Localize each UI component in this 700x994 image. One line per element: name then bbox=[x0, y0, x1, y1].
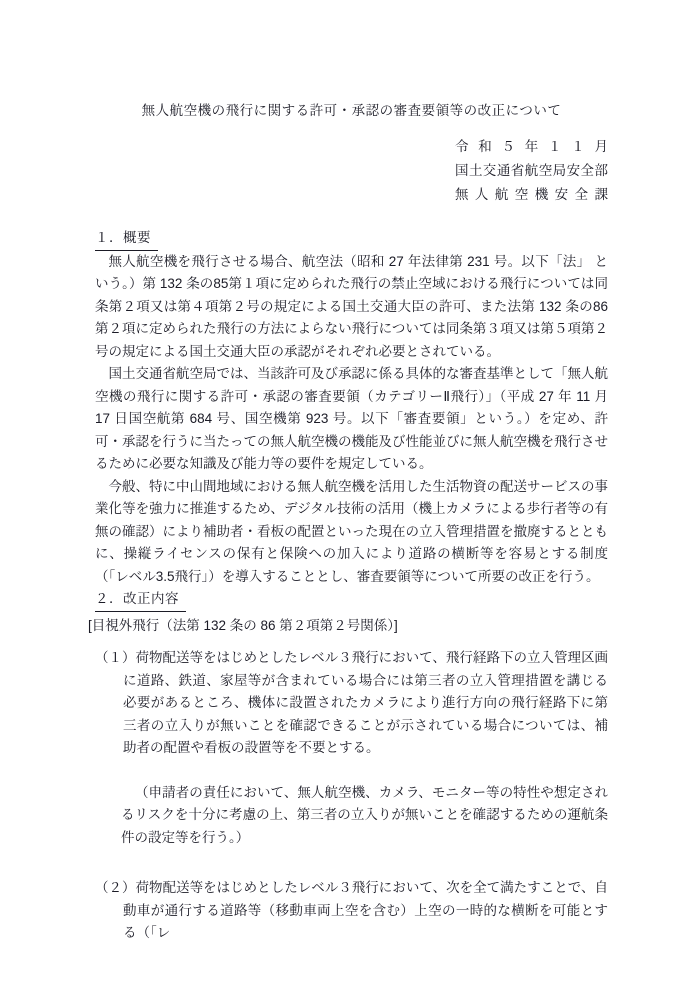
section2-heading-text: ２．改正内容 bbox=[95, 588, 186, 612]
section1-paragraph-3: 今般、特に中山間地域における無人航空機を活用した生活物資の配送サービスの事業化等を強力に推進するため、デジタル技術の活用（機上カメラによる歩行者等の有無の確認）により補助者・看板の配置といった現在の立入管理措置を撤廃するとともに、操縦ライセンスの保有と保険への加入により道路の横断等を容易とする制度（「レベル3.5飛行」）を導入することとし、審査要領等について所要の改正を行う。 bbox=[95, 478, 608, 584]
header-right-block bbox=[455, 135, 608, 207]
date-line: 令和５年１１月 bbox=[455, 139, 608, 154]
org-division: 無人航空機安全課 bbox=[455, 187, 608, 202]
section1-heading bbox=[95, 227, 608, 251]
list-item-1-note: （申請者の責任において、無人航空機、カメラ、モニター等の特性や想定されるリスクを十分に考慮の上、第三者の立入りが無いことを確認するための運航条件の設定等を行う。） bbox=[121, 784, 608, 845]
list-item-1-marker: （１） bbox=[95, 650, 136, 665]
document-content bbox=[88, 0, 609, 945]
org-department: 国土交通省航空局安全部 bbox=[455, 163, 608, 178]
list-item-2-marker: （２） bbox=[95, 880, 136, 895]
section1-paragraph-1: 無人航空機を飛行させる場合、航空法（昭和 27 年法律第 231 号。以下「法」 という。）第 132 条の85第１項に定められた飛行の禁止空域における飛行については同条第２項又は第４項第２号の規定による国土交通大臣の許可、また法第 132 条の86第２項に定められた飛行の方法によらない飛行については同条第３項又は第５項第２号の規定による国土交通大臣の承認がそれぞれ必要とされている。 bbox=[95, 253, 608, 359]
section1-paragraph-2: 国土交通省航空局では、当該許可及び承認に係る具体的な審査基準として「無人航空機の飛行に関する許可・承認の審査要領（カテゴリーⅡ飛行）」（平成 27 年 11 月 17 日国空航第 684 号、国空機第 923 号。以下「審査要領」という。）を定め、許可・承認を行うに当たっての無人航空機の機能及び性能並びに無人航空機を飛行させるために必要な知識及び能力等の要件を規定している。 bbox=[95, 366, 608, 471]
section1-heading-text: １．概要 bbox=[95, 227, 158, 251]
list-item-1-text: 荷物配送等をはじめとしたレベル３飛行において、飛行経路下の立入管理区画に道路、鉄道、家屋等が含まれている場合には第三者の立入管理措置を講じる必要があるところ、機体に設置されたカメラにより進行方向の飛行経路下に第三者の立入りが無いことを確認できることが示されている場合については、補助者の配置や看板の設置等を不要とする。 bbox=[123, 650, 609, 755]
section2-heading bbox=[95, 588, 608, 612]
document-title: 無人航空機の飛行に関する許可・承認の審査要領等の改正について bbox=[141, 103, 562, 118]
section2-subheading: [目視外飛行（法第 132 条の 86 第２項第２号関係）] bbox=[88, 617, 398, 633]
list-item-2 bbox=[95, 877, 608, 945]
list-item-1 bbox=[95, 647, 608, 760]
list-item-2-text: 荷物配送等をはじめとしたレベル３飛行において、次を全て満たすことで、自動車が通行する道路等（移動車両上空を含む）上空の一時的な横断を可能とする（「レ bbox=[123, 880, 608, 940]
